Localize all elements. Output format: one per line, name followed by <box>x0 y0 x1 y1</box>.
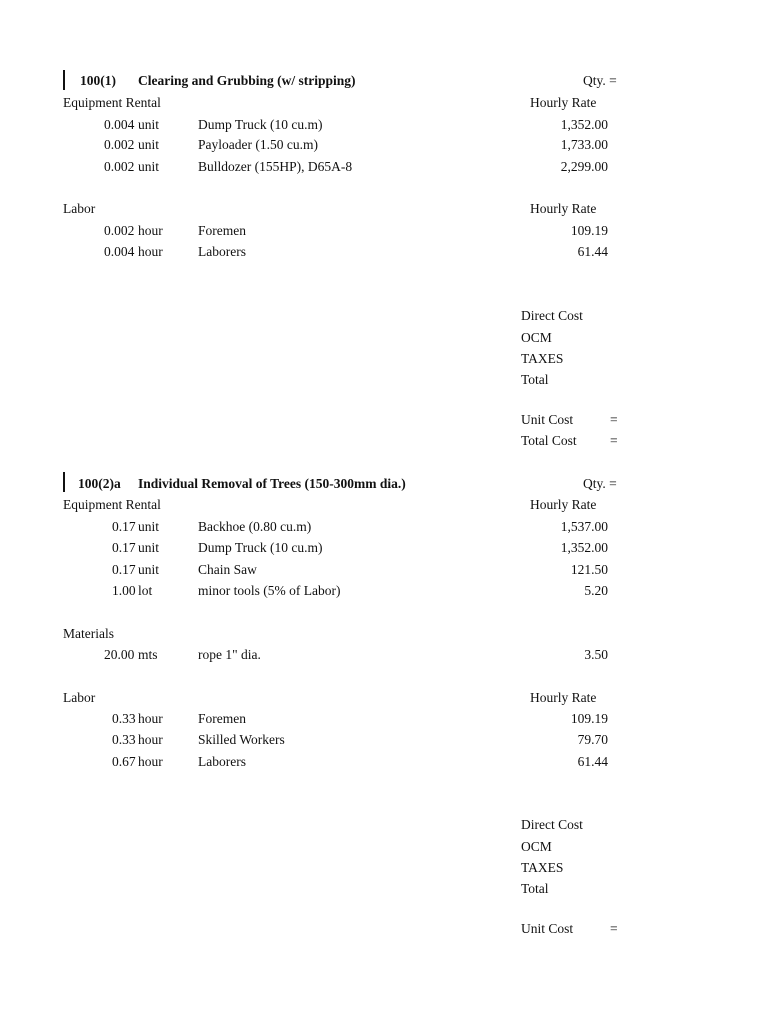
unit: lot <box>138 583 153 598</box>
rate: 1,537.00 <box>560 519 608 534</box>
direct-cost-label: Direct Cost <box>521 308 583 323</box>
rate-heading: Hourly Rate <box>530 690 597 705</box>
description: Skilled Workers <box>198 732 285 747</box>
quantity: 0.004 <box>104 117 135 132</box>
quantity: 0.67 <box>112 754 136 769</box>
unit: unit <box>138 159 160 174</box>
unit: hour <box>138 244 163 259</box>
quantity: 1.00 <box>112 583 136 598</box>
labor-heading: Labor <box>63 690 96 705</box>
ocm-label: OCM <box>521 839 552 854</box>
rate: 2,299.00 <box>560 159 608 174</box>
unit: unit <box>138 117 160 132</box>
qty-label: Qty. = <box>583 476 617 491</box>
item-code: 100(2)a <box>78 476 121 491</box>
unit: hour <box>138 223 163 238</box>
description: Chain Saw <box>198 562 257 577</box>
description: Laborers <box>198 754 246 769</box>
taxes-label: TAXES <box>521 351 564 366</box>
quantity: 0.17 <box>112 540 136 555</box>
rate-heading: Hourly Rate <box>530 95 597 110</box>
rate: 61.44 <box>577 754 608 769</box>
item-code: 100(1) <box>80 73 116 88</box>
rate: 1,352.00 <box>560 540 608 555</box>
description: Dump Truck (10 cu.m) <box>198 540 323 555</box>
description: Laborers <box>198 244 246 259</box>
quantity: 0.33 <box>112 711 136 726</box>
total-label: Total <box>521 372 549 387</box>
equals-sign: = <box>610 412 618 427</box>
rate: 5.20 <box>584 583 608 598</box>
qty-label: Qty. = <box>583 73 617 88</box>
section-marker <box>63 472 65 492</box>
quantity: 0.002 <box>104 223 135 238</box>
description: Bulldozer (155HP), D65A-8 <box>198 159 353 174</box>
rate-heading: Hourly Rate <box>530 497 597 512</box>
unit-cost-label: Unit Cost <box>521 921 574 936</box>
ocm-label: OCM <box>521 330 552 345</box>
equals-sign: = <box>610 433 618 448</box>
equipment-heading: Equipment Rental <box>63 497 161 512</box>
section-marker <box>63 70 65 90</box>
quantity: 0.004 <box>104 244 135 259</box>
unit: unit <box>138 137 160 152</box>
rate: 121.50 <box>570 562 608 577</box>
unit: unit <box>138 540 160 555</box>
unit: hour <box>138 732 163 747</box>
description: Backhoe (0.80 cu.m) <box>198 519 312 534</box>
rate: 109.19 <box>570 711 608 726</box>
total-cost-label: Total Cost <box>521 433 577 448</box>
quantity: 0.33 <box>112 732 136 747</box>
taxes-label: TAXES <box>521 860 564 875</box>
rate: 1,352.00 <box>560 117 608 132</box>
unit: hour <box>138 754 163 769</box>
rate: 61.44 <box>577 244 608 259</box>
rate-heading: Hourly Rate <box>530 201 597 216</box>
equals-sign: = <box>610 921 618 936</box>
description: minor tools (5% of Labor) <box>198 583 341 598</box>
description: rope 1" dia. <box>198 647 261 662</box>
description: Dump Truck (10 cu.m) <box>198 117 323 132</box>
total-label: Total <box>521 881 549 896</box>
quantity: 0.17 <box>112 519 136 534</box>
description: Foremen <box>198 223 246 238</box>
quantity: 20.00 <box>104 647 135 662</box>
unit: mts <box>138 647 158 662</box>
labor-heading: Labor <box>63 201 96 216</box>
rate: 1,733.00 <box>560 137 608 152</box>
unit-cost-label: Unit Cost <box>521 412 574 427</box>
quantity: 0.002 <box>104 159 135 174</box>
equipment-heading: Equipment Rental <box>63 95 161 110</box>
description: Payloader (1.50 cu.m) <box>198 137 318 152</box>
quantity: 0.002 <box>104 137 135 152</box>
rate: 79.70 <box>577 732 608 747</box>
materials-heading: Materials <box>63 626 114 641</box>
unit: unit <box>138 562 160 577</box>
rate: 109.19 <box>570 223 608 238</box>
quantity: 0.17 <box>112 562 136 577</box>
direct-cost-label: Direct Cost <box>521 817 583 832</box>
item-title: Individual Removal of Trees (150-300mm dia.) <box>138 476 406 491</box>
item-title: Clearing and Grubbing (w/ stripping) <box>138 73 356 88</box>
unit: unit <box>138 519 160 534</box>
rate: 3.50 <box>584 647 608 662</box>
unit: hour <box>138 711 163 726</box>
description: Foremen <box>198 711 246 726</box>
